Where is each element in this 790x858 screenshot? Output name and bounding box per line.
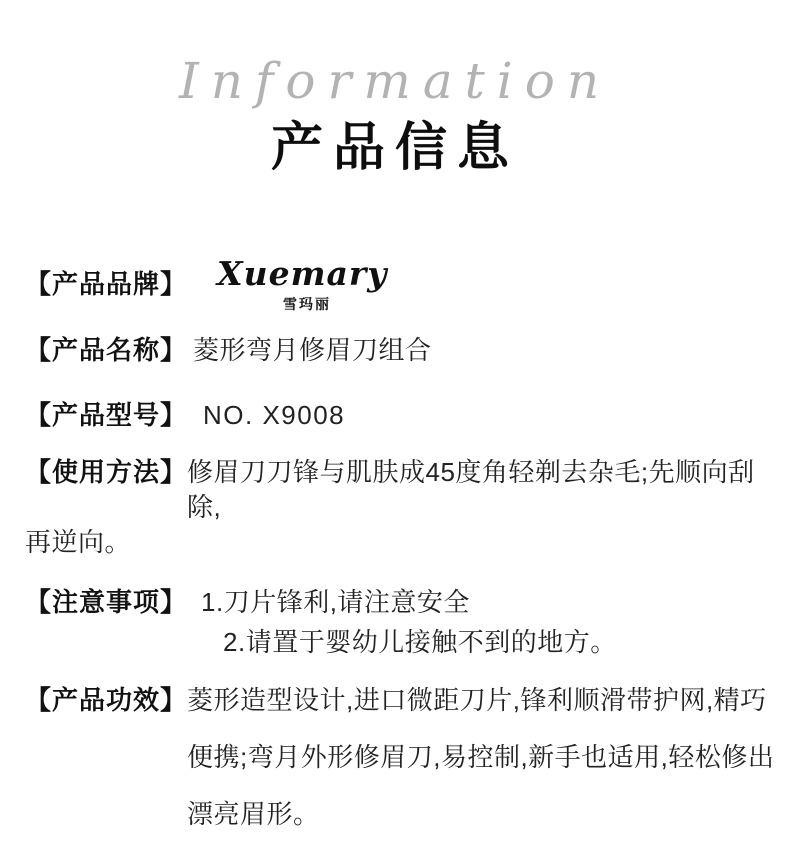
effect-text bbox=[187, 672, 774, 843]
usage-label: 【使用方法】 bbox=[25, 457, 188, 487]
effect-text-line2: 便携;弯月外形修眉刀,易控制,新手也适用,轻松修出 bbox=[187, 742, 775, 772]
notice-item-1: 1.刀片锋利,请注意安全 bbox=[201, 587, 470, 617]
notice-items bbox=[187, 586, 617, 658]
product-model-value: NO. X9008 bbox=[203, 400, 346, 430]
row-product-model bbox=[25, 399, 765, 431]
notice-label: 【注意事项】 bbox=[25, 587, 188, 617]
page-title: 产品信息 bbox=[270, 119, 519, 177]
brand-logo bbox=[217, 256, 387, 320]
notice-item-2: 2.请置于婴幼儿接触不到的地方。 bbox=[223, 627, 617, 657]
product-model-label: 【产品型号】 bbox=[25, 400, 188, 430]
effect-text-line3: 漂亮眉形。 bbox=[187, 799, 320, 829]
brand-logo-name: Xuemary bbox=[217, 254, 388, 293]
row-brand bbox=[25, 254, 765, 320]
usage-text-line2: 再逆向。 bbox=[25, 527, 132, 557]
header bbox=[0, 0, 790, 178]
row-effect bbox=[25, 672, 775, 843]
brand-label: 【产品品牌】 bbox=[25, 269, 188, 299]
product-info-list bbox=[0, 254, 790, 843]
row-product-name bbox=[25, 334, 765, 366]
effect-label: 【产品功效】 bbox=[25, 685, 188, 715]
row-usage bbox=[25, 455, 765, 560]
row-notice bbox=[25, 586, 765, 658]
script-title: Information bbox=[178, 52, 612, 110]
brand-logo-chinese: 雪玛丽 bbox=[283, 296, 332, 312]
product-name-value: 菱形弯月修眉刀组合 bbox=[193, 335, 432, 365]
effect-text-line1: 菱形造型设计,进口微距刀片,锋利顺滑带护网,精巧 bbox=[187, 685, 767, 715]
usage-text-line1: 修眉刀刀锋与肌肤成45度角轻剃去杂毛;先顺向刮除, bbox=[187, 457, 755, 522]
product-name-label: 【产品名称】 bbox=[25, 335, 188, 365]
usage-first-line bbox=[25, 455, 765, 525]
